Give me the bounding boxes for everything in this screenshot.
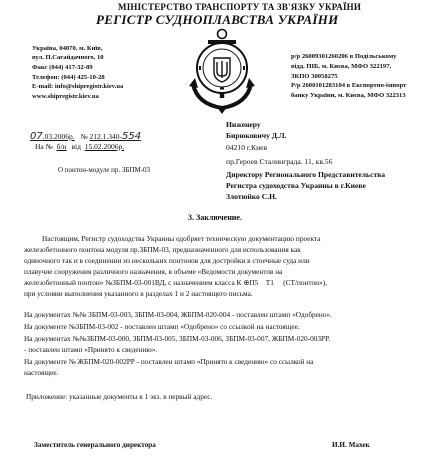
paragraph-line: при условии выполнения указанного в разделах 1 и 2 настоящего письма. bbox=[24, 289, 253, 298]
outgoing-date-suffix: .03.2006р. bbox=[42, 132, 75, 141]
website-line: www.shipregistr.kiev.ua bbox=[32, 93, 99, 100]
outgoing-number-handwritten: 554 bbox=[122, 131, 142, 142]
stamp-note: На документе № ЖБПМ-020-002РР - поставлен штамп «Принято к сведению» со ссылкой на bbox=[24, 357, 314, 366]
attachment-note: Приложение: указанные документы в 1 экз. в первый адрес. bbox=[26, 392, 213, 401]
bank-line: банку України, м. Києва, МФО 322313 bbox=[291, 92, 406, 99]
recipient-director: Директору Регионального Представительства bbox=[226, 170, 386, 179]
recipient-city: 04210 г.Киев bbox=[226, 143, 268, 152]
outgoing-no-label: № bbox=[80, 132, 88, 141]
phone-line: Телефон: (044) 425-10-28 bbox=[32, 74, 105, 81]
bank-line: відд. ПІБ, м. Києва, МФО 322197, bbox=[291, 63, 392, 70]
paragraph-line: плавучие сооружения различного назначения, в объеме «Ведомости документов на bbox=[24, 267, 283, 276]
recipient-director-name: Злотюйко С.Н. bbox=[226, 192, 277, 201]
signatory-name: И.И. Махек bbox=[332, 441, 370, 449]
stamp-note: На документе №ЗБПМ-03-002 - поставлен штамп «Одобрено» со ссылкой на настоящее. bbox=[24, 322, 300, 331]
letter-subject: О понтон-модуле пр. ЗБПМ-03 bbox=[58, 166, 151, 174]
recipient-address: пр.Героев Сталинграда. 11, кв.56 bbox=[226, 157, 333, 166]
outgoing-reference bbox=[30, 131, 141, 142]
email-line: E-mail: info@shipregistr.kiev.ua bbox=[32, 83, 124, 90]
outgoing-date-handwritten: 07 bbox=[30, 131, 43, 142]
bank-line: ЗКПО 30058275 bbox=[291, 73, 338, 80]
stamp-note: настоящее. bbox=[24, 368, 59, 377]
recipient-name: Бирюковичу Д.Л. bbox=[226, 131, 287, 140]
outgoing-number: 212.1.340- bbox=[89, 132, 123, 141]
bank-line: р/р 26009301260206 в Подільському bbox=[291, 53, 397, 60]
address-line: Україна, 04070, м. Київ, bbox=[32, 45, 103, 52]
stamp-note: На документах №№ЗБПМ-03-000, ЗБПМ-03-005, ЗБПМ-03-006, ЗБПМ-03-007, ЖБПМ-020-003РР. bbox=[24, 334, 331, 343]
paragraph-line: железобетонный понтон» №ЗБПМ-03-001ВД, с назначением класса К ⊕П5 ⃞Т1 ⃞ (СТ/понтон»), bbox=[24, 278, 327, 287]
recipient-registry: Регистра судоходства Украины в г.Киеве bbox=[226, 181, 366, 190]
bank-line: Р/р 2600101283104 в Експортно-імпорт bbox=[291, 82, 407, 89]
section-title: 3. Заключение. bbox=[188, 213, 242, 222]
fax-line: Факс (044) 417-32-89 bbox=[32, 64, 93, 71]
address-line: вул. П.Сагайдачного, 10 bbox=[32, 54, 104, 61]
ministry-heading: МІНІСТЕРСТВО ТРАНСПОРТУ ТА ЗВ'ЯЗКУ УКРАЇНИ bbox=[118, 2, 362, 12]
paragraph-line: железобетонного понтона модуля пр.ЗБПМ-03, предназначенного для использования как bbox=[24, 245, 301, 254]
incoming-date: 15.02.2006р. bbox=[84, 142, 125, 151]
incoming-prefix: На № bbox=[35, 142, 53, 151]
paragraph-line: одиночного так и в соединении из нескольких понтонов для достройки в стоечные суда или bbox=[24, 256, 310, 265]
stamp-note: - поставлен штамп «Принято к сведению». bbox=[24, 345, 158, 354]
registry-heading: РЕГІСТР СУДНОПЛАВСТВА УКРАЇНИ bbox=[96, 12, 339, 27]
stamp-note: На документах №№ ЗБПМ-03-003, ЗБПМ-03-004, ЖБПМ-020-004 - поставлен штамп «Одобрено». bbox=[24, 310, 332, 319]
paragraph-line: Настоящим, Регистр судоходства Украины одобряет техническую документацию проекта bbox=[42, 234, 321, 243]
signatory-role: Заместитель генерального директора bbox=[34, 441, 156, 449]
incoming-from-label: від bbox=[71, 142, 81, 151]
anchor-emblem-icon bbox=[183, 28, 261, 114]
incoming-reference bbox=[35, 142, 124, 151]
recipient-title: Инженеру bbox=[226, 120, 261, 129]
incoming-number: б/н bbox=[56, 142, 67, 151]
